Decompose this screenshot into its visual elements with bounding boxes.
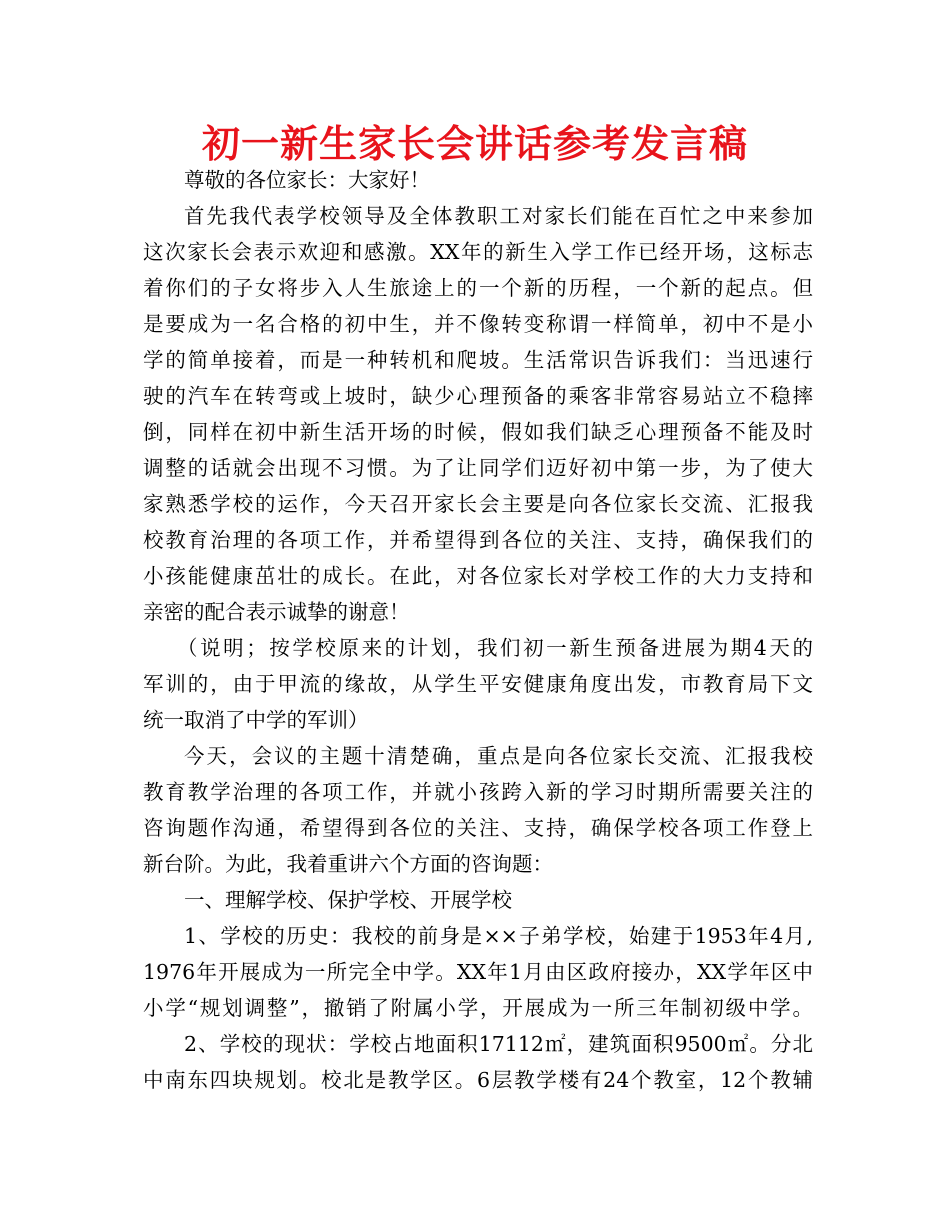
paragraph-line: 学的简单接着，而是一种转机和爬坡。生活常识告诉我们：当迅速行 [143,348,813,372]
paragraph-line: 军训的，由于甲流的缘故，从学生平安健康角度出发，市教育局下文 [143,672,813,696]
paragraph-line: 校教育治理的各项工作，并希望得到各位的关注、支持，确保我们的 [143,528,813,552]
paragraph-line: 倒，同样在初中新生活开场的时候，假如我们缺乏心理预备不能及时 [143,420,813,444]
paragraph-line: 这次家长会表示欢迎和感激。XX年的新生入学工作已经开场，这标志 [143,240,813,264]
paragraph-line: 小学“规划调整”，撤销了附属小学，开展成为一所三年制初级中学。 [143,996,813,1020]
paragraph-line: 2、学校的现状：学校占地面积17112㎡，建筑面积9500㎡。分北 [184,1032,813,1056]
paragraph-line: 驶的汽车在转弯或上坡时，缺少心理预备的乘客非常容易站立不稳摔 [143,384,813,408]
paragraph-line: 家熟悉学校的运作，今天召开家长会主要是向各位家长交流、汇报我 [143,492,813,516]
paragraph-line: 教育教学治理的各项工作，并就小孩跨入新的学习时期所需要关注的 [143,780,813,804]
paragraph-line: 统一取消了中学的军训） [143,708,369,732]
paragraph-line: 咨询题作沟通，希望得到各位的关注、支持，确保学校各项工作登上 [143,816,813,840]
paragraph-line: 中南东四块规划。校北是教学区。6层教学楼有24个教室，12个教辅 [143,1068,813,1092]
paragraph-line: 新台阶。为此，我着重讲六个方面的咨询题： [143,852,553,876]
paragraph-line: 今天，会议的主题十清楚确，重点是向各位家长交流、汇报我校 [184,744,813,768]
document-body [143,162,813,1098]
paragraph-line: 着你们的子女将步入人生旅途上的一个新的历程，一个新的起点。但 [143,276,813,300]
section-heading: 一、理解学校、保护学校、开展学校 [184,888,512,912]
paragraph-line: 首先我代表学校领导及全体教职工对家长们能在百忙之中来参加 [184,204,813,228]
paragraph-line: （说明；按学校原来的计划，我们初一新生预备进展为期4天的 [177,636,813,660]
paragraph-line: 是要成为一名合格的初中生，并不像转变称谓一样简单，初中不是小 [143,312,813,336]
document-title: 初一新生家长会讲话参考发言稿 [201,122,748,166]
paragraph-line: 亲密的配合表示诚挚的谢意！ [143,600,410,624]
paragraph-line: 1976年开展成为一所完全中学。XX年1月由区政府接办，XX学年区中 [143,960,813,984]
paragraph-line: 1、学校的历史：我校的前身是××子弟学校，始建于1953年4月, [184,924,813,948]
paragraph-line: 小孩能健康茁壮的成长。在此，对各位家长对学校工作的大力支持和 [143,564,813,588]
greeting-line: 尊敬的各位家长：大家好！ [184,168,430,192]
paragraph-line: 调整的话就会出现不习惯。为了让同学们迈好初中第一步，为了使大 [143,456,813,480]
